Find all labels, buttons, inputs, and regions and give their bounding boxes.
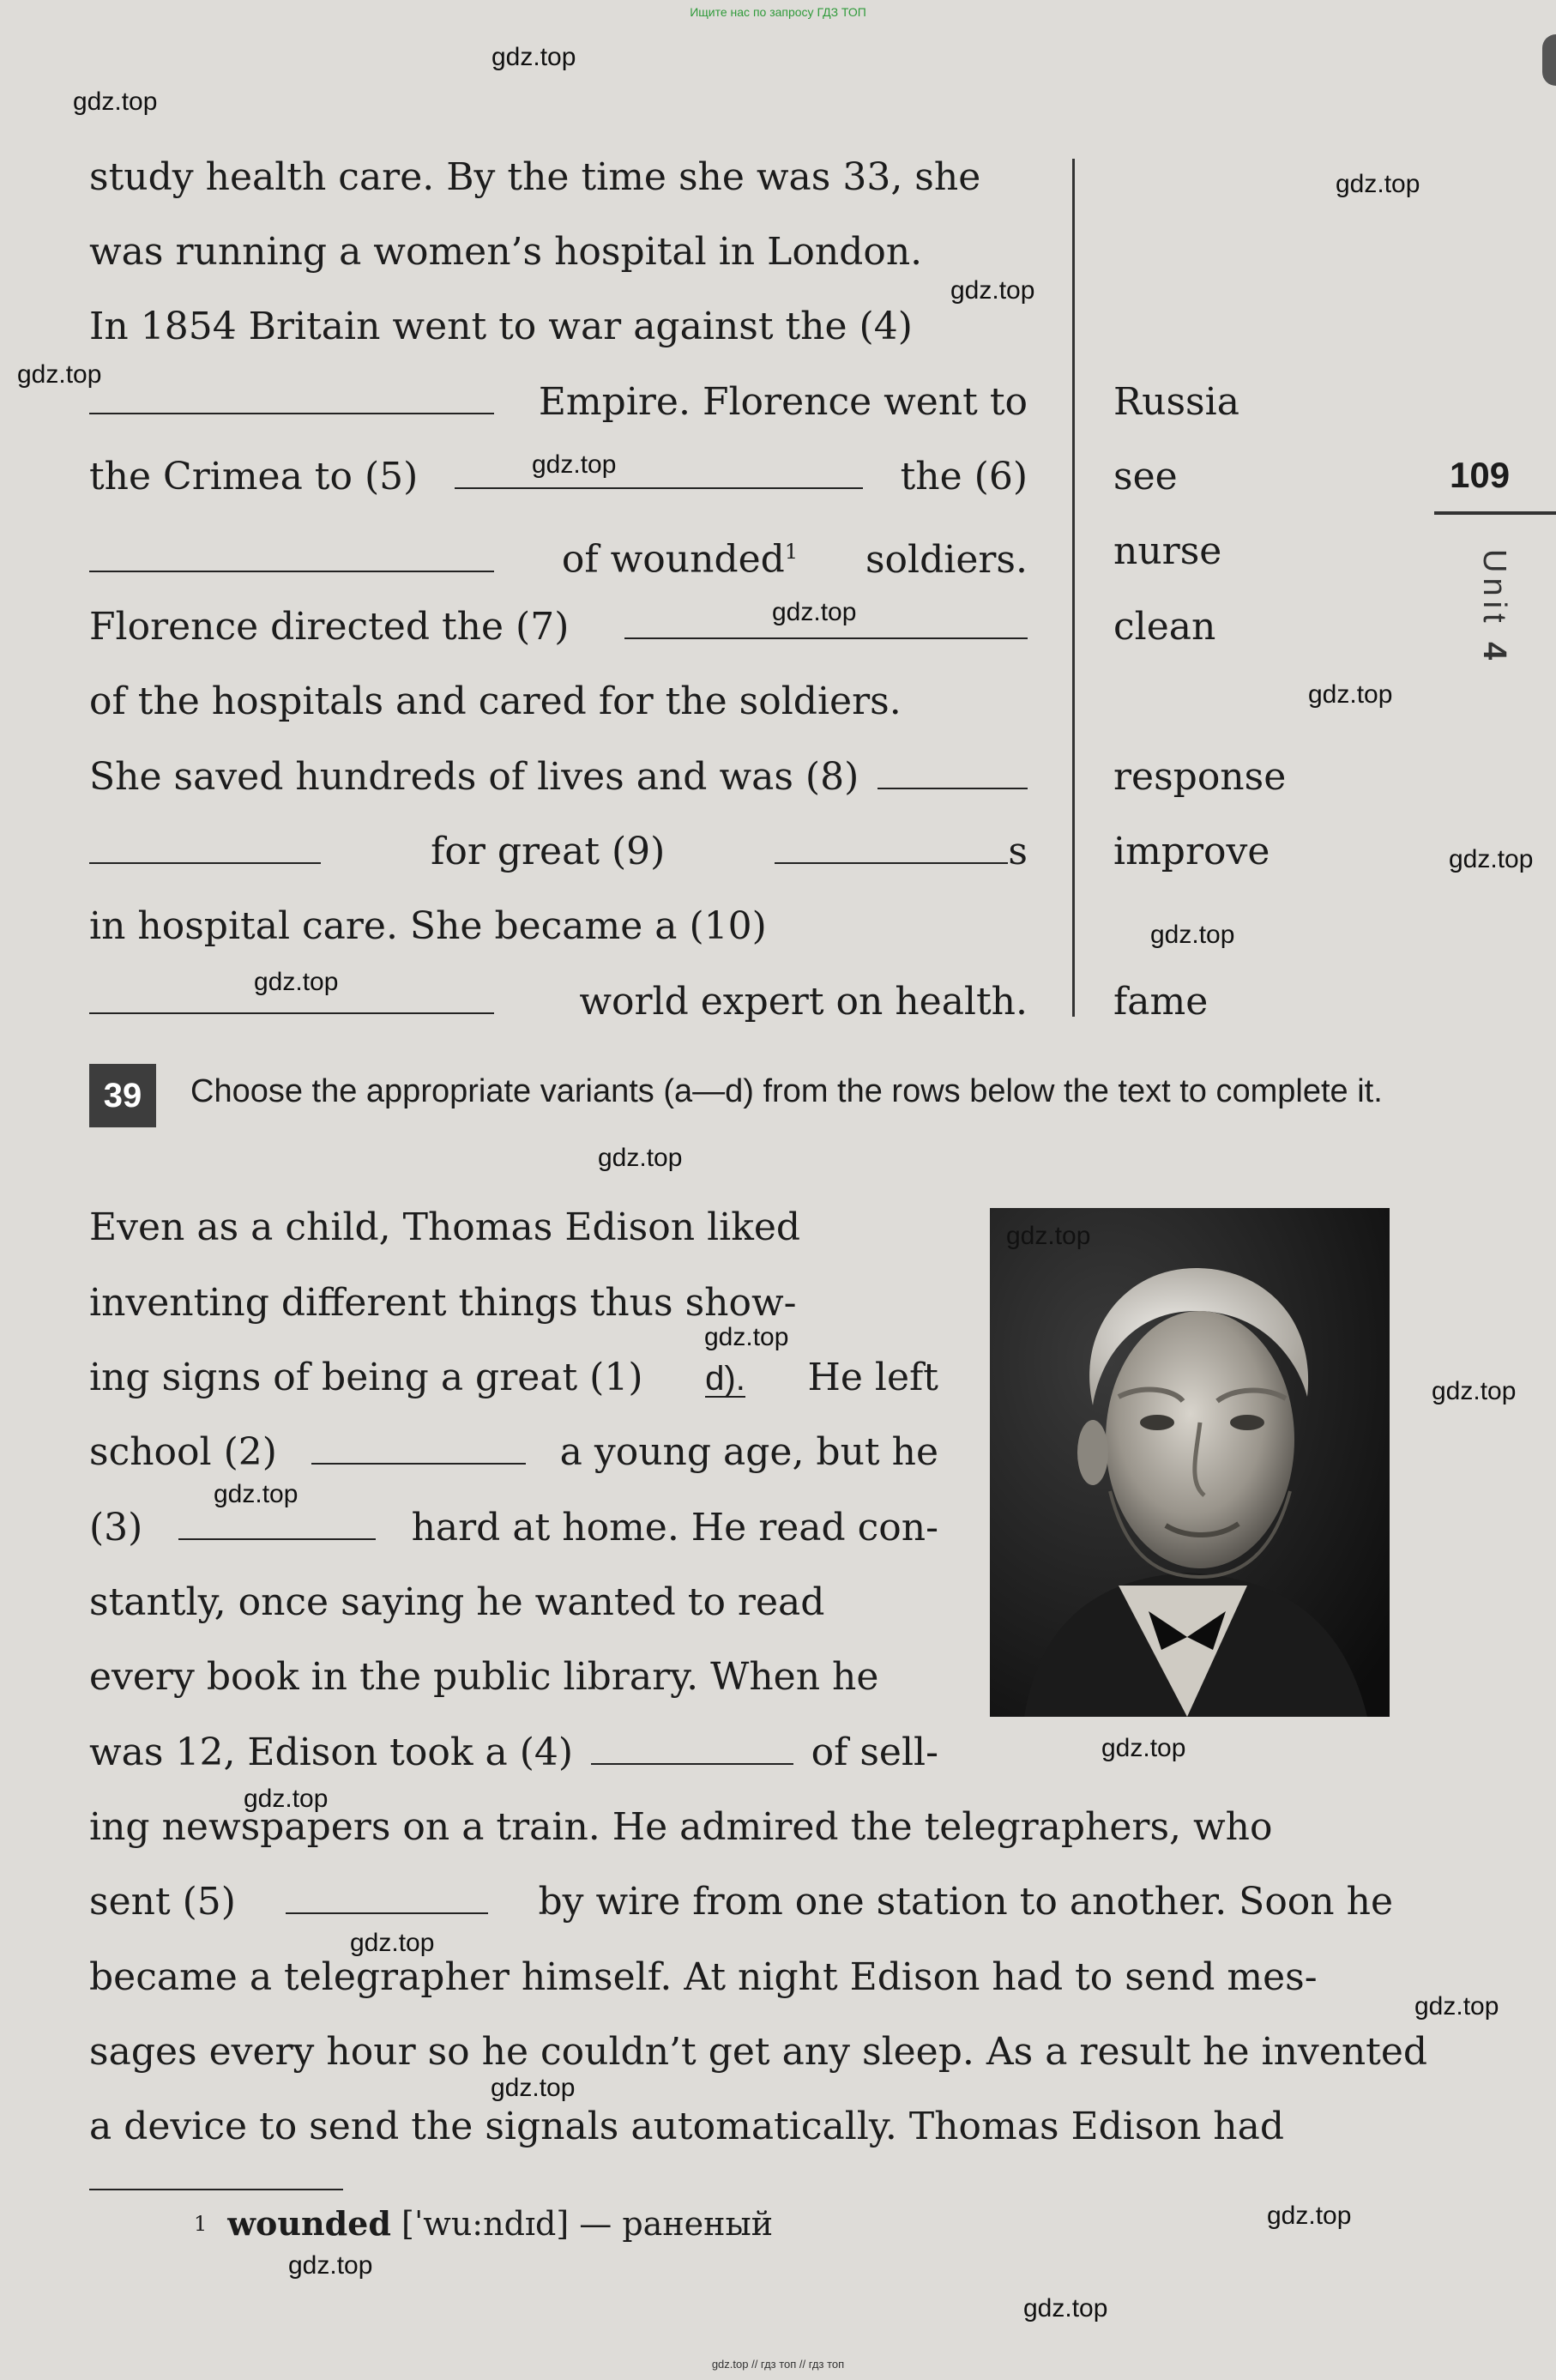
answer-blank-4[interactable] [89,384,494,414]
watermark: gdz.top [73,88,158,116]
exercise-number-badge: 39 [89,1064,156,1127]
page-number: 109 [1450,455,1511,495]
page-number-rule [1434,511,1556,515]
answer-blank-6[interactable] [89,541,494,572]
word-bank-item: improve [1113,830,1270,873]
text-line: for great (9) s [89,827,1028,877]
text-line: Even as a child, Thomas Edison liked [89,1205,801,1249]
watermark: gdz.top [492,43,576,71]
watermark: gdz.top [1006,1222,1091,1250]
text-line: stantly, once saying he wanted to read [89,1580,825,1624]
text-line: ing signs of being a great (1) d). He left [89,1356,938,1399]
text-line: was running a women’s hospital in London. [89,230,923,274]
word-bank-item: nurse [1113,529,1222,573]
answer-blank-3[interactable] [178,1509,376,1540]
word-bank-item: response [1113,755,1287,799]
text-line: She saved hundreds of lives and was (8) [89,752,1028,802]
watermark: gdz.top [1336,170,1420,198]
watermark: gdz.top [1432,1377,1517,1405]
footnote-rule [89,2189,343,2190]
word-bank-item: clean [1113,605,1216,649]
text-line: study health care. By the time she was 33, she [89,155,981,199]
text-line: (3) hard at home. He read con- [89,1506,938,1549]
text-line: world expert on health. [89,977,1028,1027]
watermark: gdz.top [254,968,339,996]
watermark: gdz.top [1267,2202,1352,2230]
bottom-banner[interactable]: gdz.top // гдз топ // гдз топ [711,2358,845,2371]
watermark: gdz.top [1414,1992,1499,2021]
text-line: school (2) a young age, but he [89,1430,938,1474]
answer-blank-8b[interactable] [89,833,321,864]
column-divider [1072,159,1075,1017]
word-bank-item: Russia [1113,380,1239,424]
example-answer: d). [705,1360,745,1398]
answer-blank-5[interactable] [286,1883,488,1914]
text-line: every book in the public library. When he [89,1655,879,1699]
watermark: gdz.top [491,2074,576,2102]
watermark: gdz.top [532,450,617,479]
footnote: $^1$ wounded [ˈwu:ndɪd] — раненый [194,2204,774,2243]
text-line: a device to send the signals automatically. Thomas Edison had [89,2105,1285,2148]
watermark: gdz.top [288,2251,373,2280]
unit-number: 4 [1476,642,1512,666]
text-line: inventing different things thus show- [89,1281,797,1325]
text-line: of the hospitals and cared for the soldiers. [89,680,902,723]
top-banner[interactable]: Ищите нас по запросу ГДЗ ТОП [690,5,866,19]
word-bank-item: fame [1113,980,1209,1024]
watermark: gdz.top [772,598,857,626]
text-line: sent (5) by wire from one station to another. Soon he [89,1880,1393,1924]
text-line: was 12, Edison took a (4) of sell- [89,1731,938,1774]
watermark: gdz.top [1150,921,1235,949]
text-line: of wounded$^1$ soldiers. [89,527,1028,577]
watermark: gdz.top [1449,845,1534,873]
watermark: gdz.top [704,1323,789,1351]
text-line: sages every hour so he couldn’t get any sleep. As a result he invented [89,2030,1428,2074]
watermark: gdz.top [350,1929,435,1957]
watermark: gdz.top [950,276,1035,305]
answer-blank-8a[interactable] [878,758,1028,789]
text-line: ing newspapers on a train. He admired the telegraphers, who [89,1805,1273,1849]
answer-blank-9[interactable] [775,833,1008,864]
watermark: gdz.top [598,1144,683,1172]
text-line: in hospital care. She became a (10) [89,904,767,948]
unit-label: Unit 4 [1476,549,1512,666]
text-line: In 1854 Britain went to war against the (4) [89,305,913,348]
text-line: Florence directed the (7) [89,602,1028,652]
watermark: gdz.top [17,360,102,389]
text-line: Empire. Florence went to [89,378,1028,427]
watermark: gdz.top [1308,680,1393,709]
watermark: gdz.top [214,1480,299,1508]
watermark: gdz.top [1023,2294,1108,2323]
answer-blank-5[interactable] [455,458,863,489]
watermark: gdz.top [1101,1734,1186,1762]
answer-blank-2[interactable] [311,1434,526,1465]
answer-blank-4[interactable] [591,1734,793,1765]
page-corner-tab [1542,34,1556,86]
word-bank-item: see [1113,455,1178,498]
edison-portrait [990,1208,1390,1717]
watermark: gdz.top [244,1785,329,1813]
footnote-ref: 1 [784,540,799,564]
text-line: the Crimea to (5) the (6) [89,455,1028,498]
exercise-instruction: Choose the appropriate variants (a—d) from the rows below the text to complete it. [190,1073,1383,1109]
text-line: became a telegrapher himself. At night Edison had to send mes- [89,1955,1318,1999]
